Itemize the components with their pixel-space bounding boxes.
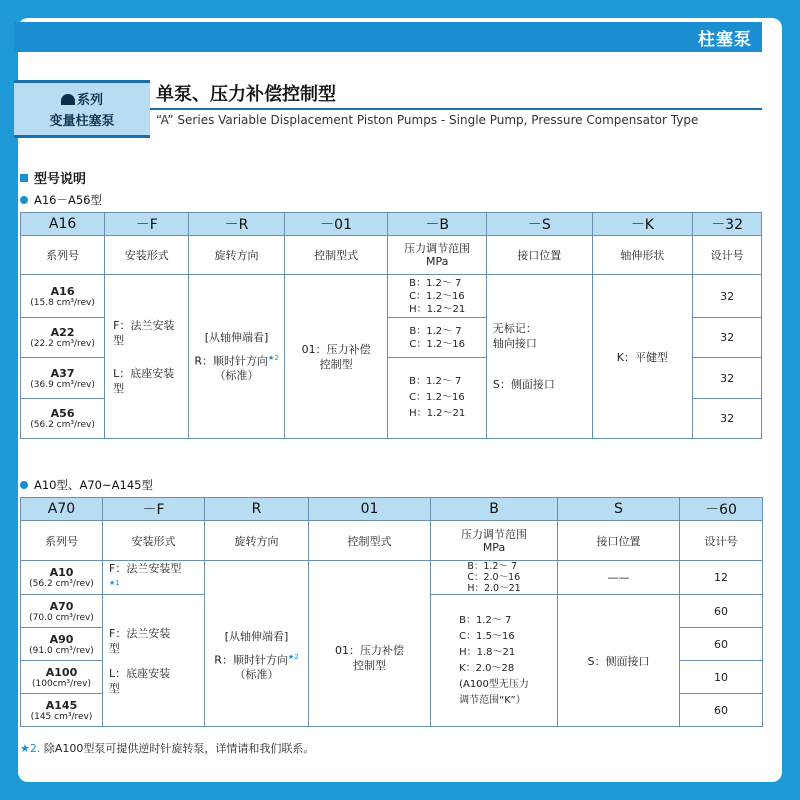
page-subtitle: “A” Series Variable Displacement Piston Pumps - Single Pump, Pressure Compensator Type <box>156 113 699 127</box>
header-mount: 安装形式 <box>103 521 205 561</box>
design-cell: 32 <box>693 399 762 439</box>
model-cell <box>21 318 105 358</box>
footnote <box>20 740 314 756</box>
table2-subtitle-text: A10型、A70~A145型 <box>34 478 153 492</box>
code-control: －01 <box>284 213 388 236</box>
model-displacement: (15.8 cm³/rev) <box>30 297 95 308</box>
circle-bullet-icon <box>20 481 28 489</box>
code-mount: －F <box>103 498 205 521</box>
pressure-line: K：2.0～28 <box>459 662 515 674</box>
pressure-line: B：1.2～ 7 <box>459 614 512 626</box>
badge-line2: 变量柱塞泵 <box>49 114 115 129</box>
star-note-icon: ★2 <box>267 353 279 362</box>
table1-subtitle-text: A16－A56型 <box>34 193 103 207</box>
model-cell <box>21 358 105 399</box>
model-cell <box>21 628 103 661</box>
pressure-line: B：1.2～ 7 <box>467 561 518 572</box>
header-mount: 安装形式 <box>105 236 189 275</box>
model-cell <box>21 661 103 694</box>
title-divider <box>150 108 762 110</box>
model-displacement: (22.2 cm³/rev) <box>30 339 95 349</box>
mount-option-f: F：法兰安装型 <box>113 318 175 347</box>
pressure-line: B：1.2～ 7 <box>409 277 462 289</box>
model-displacement: (36.9 cm³/rev) <box>30 379 95 390</box>
table1-subtitle <box>20 192 102 208</box>
pressure-cell <box>431 595 558 727</box>
section-heading-text: 型号说明 <box>34 172 87 187</box>
model-displacement: (56.2 cm³/rev) <box>30 420 95 430</box>
code-control: 01 <box>309 498 431 521</box>
design-cell: 60 <box>680 595 763 628</box>
header-series: 系列号 <box>21 236 105 275</box>
port-side: S：侧面接口 <box>492 378 555 391</box>
header-control: 控制型式 <box>309 521 431 561</box>
design-cell: 32 <box>693 358 762 399</box>
pressure-line: H：2.0～21 <box>467 583 521 594</box>
mount-cell <box>103 561 205 595</box>
pressure-line: H：1.8～21 <box>459 646 516 658</box>
control-cell <box>284 275 388 439</box>
port-cell: —— <box>558 561 680 595</box>
header-port: 接口位置 <box>486 236 592 275</box>
design-cell: 12 <box>680 561 763 595</box>
code-design: －32 <box>693 213 762 236</box>
header-rotation: 旋转方向 <box>189 236 284 275</box>
code-rotation: R <box>205 498 309 521</box>
pressure-line: C：1.2～16 <box>409 290 465 302</box>
rotation-standard: （标准） <box>234 668 279 682</box>
header-port: 接口位置 <box>558 521 680 561</box>
section-heading <box>20 168 86 187</box>
mount-option-f: F：法兰安装型 <box>109 626 171 655</box>
model-name: A22 <box>50 326 75 339</box>
code-mount: －F <box>105 213 189 236</box>
badge-line1: 系列 <box>76 93 103 108</box>
shaft-cell: K：平健型 <box>592 275 693 439</box>
pressure-line: C：1.2～16 <box>409 338 465 350</box>
mount-option-f: F：法兰安装型 <box>109 561 182 575</box>
series-badge <box>14 80 150 138</box>
design-cell: 60 <box>680 694 763 727</box>
pressure-cell <box>388 358 487 439</box>
pressure-line: C：1.2～16 <box>409 392 465 403</box>
code-design: －60 <box>680 498 763 521</box>
rotation-view: [从轴伸端看] <box>224 629 289 643</box>
star-note-icon: ★1 <box>109 578 120 587</box>
port-cell: S：侧面接口 <box>558 595 680 727</box>
rotation-cell <box>205 561 309 727</box>
design-cell: 32 <box>693 275 762 318</box>
model-name: A16 <box>50 284 75 298</box>
footnote-text: 除A100型泵可提供逆时针旋转泵，详情请和我们联系。 <box>43 742 315 755</box>
table2-subtitle <box>20 477 153 493</box>
pressure-cell <box>388 318 487 358</box>
pressure-line: B：1.2～ 7 <box>409 325 462 337</box>
rotation-value: R：顺时针方向 <box>214 653 288 667</box>
mount-cell <box>105 275 189 439</box>
model-cell <box>21 275 105 318</box>
pressure-line: 调节范围“K”） <box>459 694 526 706</box>
code-series: A70 <box>21 498 103 521</box>
header-pressure: 压力调节范围 MPa <box>431 521 558 561</box>
model-cell <box>21 399 105 439</box>
category-label: 柱塞泵 <box>698 30 752 50</box>
model-name: A56 <box>50 407 75 420</box>
pressure-cell <box>431 561 558 595</box>
pressure-cell <box>388 275 487 318</box>
pressure-line: B：1.2～ 7 <box>409 376 462 387</box>
code-pressure: －B <box>388 213 487 236</box>
model-cell <box>21 595 103 628</box>
pressure-line: C：1.5～16 <box>459 630 515 642</box>
mount-option-l: L：底座安装型 <box>113 366 175 395</box>
pressure-line: C：2.0～16 <box>467 572 521 583</box>
port-axial: 轴向接口 <box>492 337 537 350</box>
model-displacement: (91.0 cm³/rev) <box>29 645 94 656</box>
model-cell <box>21 694 103 727</box>
model-cell <box>21 561 103 595</box>
header-design: 设计号 <box>680 521 763 561</box>
header-shaft: 轴伸形状 <box>592 236 693 275</box>
control-cell <box>309 561 431 727</box>
star-note-icon: ★2 <box>287 652 299 661</box>
pressure-line: (A100型无压力 <box>459 678 529 690</box>
header-series: 系列号 <box>21 521 103 561</box>
code-port: －S <box>486 213 592 236</box>
control-value: 01：压力补偿控制型 <box>301 342 371 371</box>
model-code-table-1 <box>20 212 762 439</box>
model-displacement: (100cm³/rev) <box>32 678 91 689</box>
design-cell: 32 <box>693 318 762 358</box>
code-shaft: －K <box>592 213 693 236</box>
page-title: 单泵、压力补偿控制型 <box>156 84 336 105</box>
model-displacement: (70.0 cm³/rev) <box>29 612 94 623</box>
model-name: A90 <box>49 632 74 646</box>
a-series-logo-icon <box>61 94 75 105</box>
pressure-line: H：1.2～21 <box>409 408 466 419</box>
design-cell: 60 <box>680 628 763 661</box>
rotation-value: R：顺时针方向 <box>194 354 268 368</box>
pressure-line: H：1.2～21 <box>409 303 466 315</box>
footnote-star-icon: ★2. <box>20 742 41 755</box>
design-cell: 10 <box>680 661 763 694</box>
rotation-view: [从轴伸端看] <box>204 330 269 344</box>
rotation-cell <box>189 275 284 439</box>
model-name: A10 <box>49 566 74 579</box>
model-code-table-2 <box>20 497 763 727</box>
header-pressure: 压力调节范围 MPa <box>388 236 487 275</box>
header-control: 控制型式 <box>284 236 388 275</box>
model-name: A100 <box>45 665 78 679</box>
code-pressure: B <box>431 498 558 521</box>
header-rotation: 旋转方向 <box>205 521 309 561</box>
model-name: A145 <box>45 698 78 712</box>
code-series: A16 <box>21 213 105 236</box>
header-design: 设计号 <box>693 236 762 275</box>
port-cell <box>486 275 592 439</box>
circle-bullet-icon <box>20 196 28 204</box>
model-name: A70 <box>49 599 74 613</box>
mount-cell <box>103 595 205 727</box>
port-none: 无标记： <box>492 322 537 335</box>
model-name: A37 <box>50 366 75 380</box>
code-port: S <box>558 498 680 521</box>
code-rotation: －R <box>189 213 284 236</box>
rotation-standard: （标准） <box>214 369 259 383</box>
model-displacement: (56.2 cm³/rev) <box>29 579 94 589</box>
mount-option-l: L：底座安装型 <box>109 666 171 695</box>
control-value: 01：压力补偿控制型 <box>335 643 404 672</box>
square-bullet-icon <box>20 174 28 182</box>
model-displacement: (145 cm³/rev) <box>30 711 93 722</box>
category-bar <box>14 22 762 52</box>
